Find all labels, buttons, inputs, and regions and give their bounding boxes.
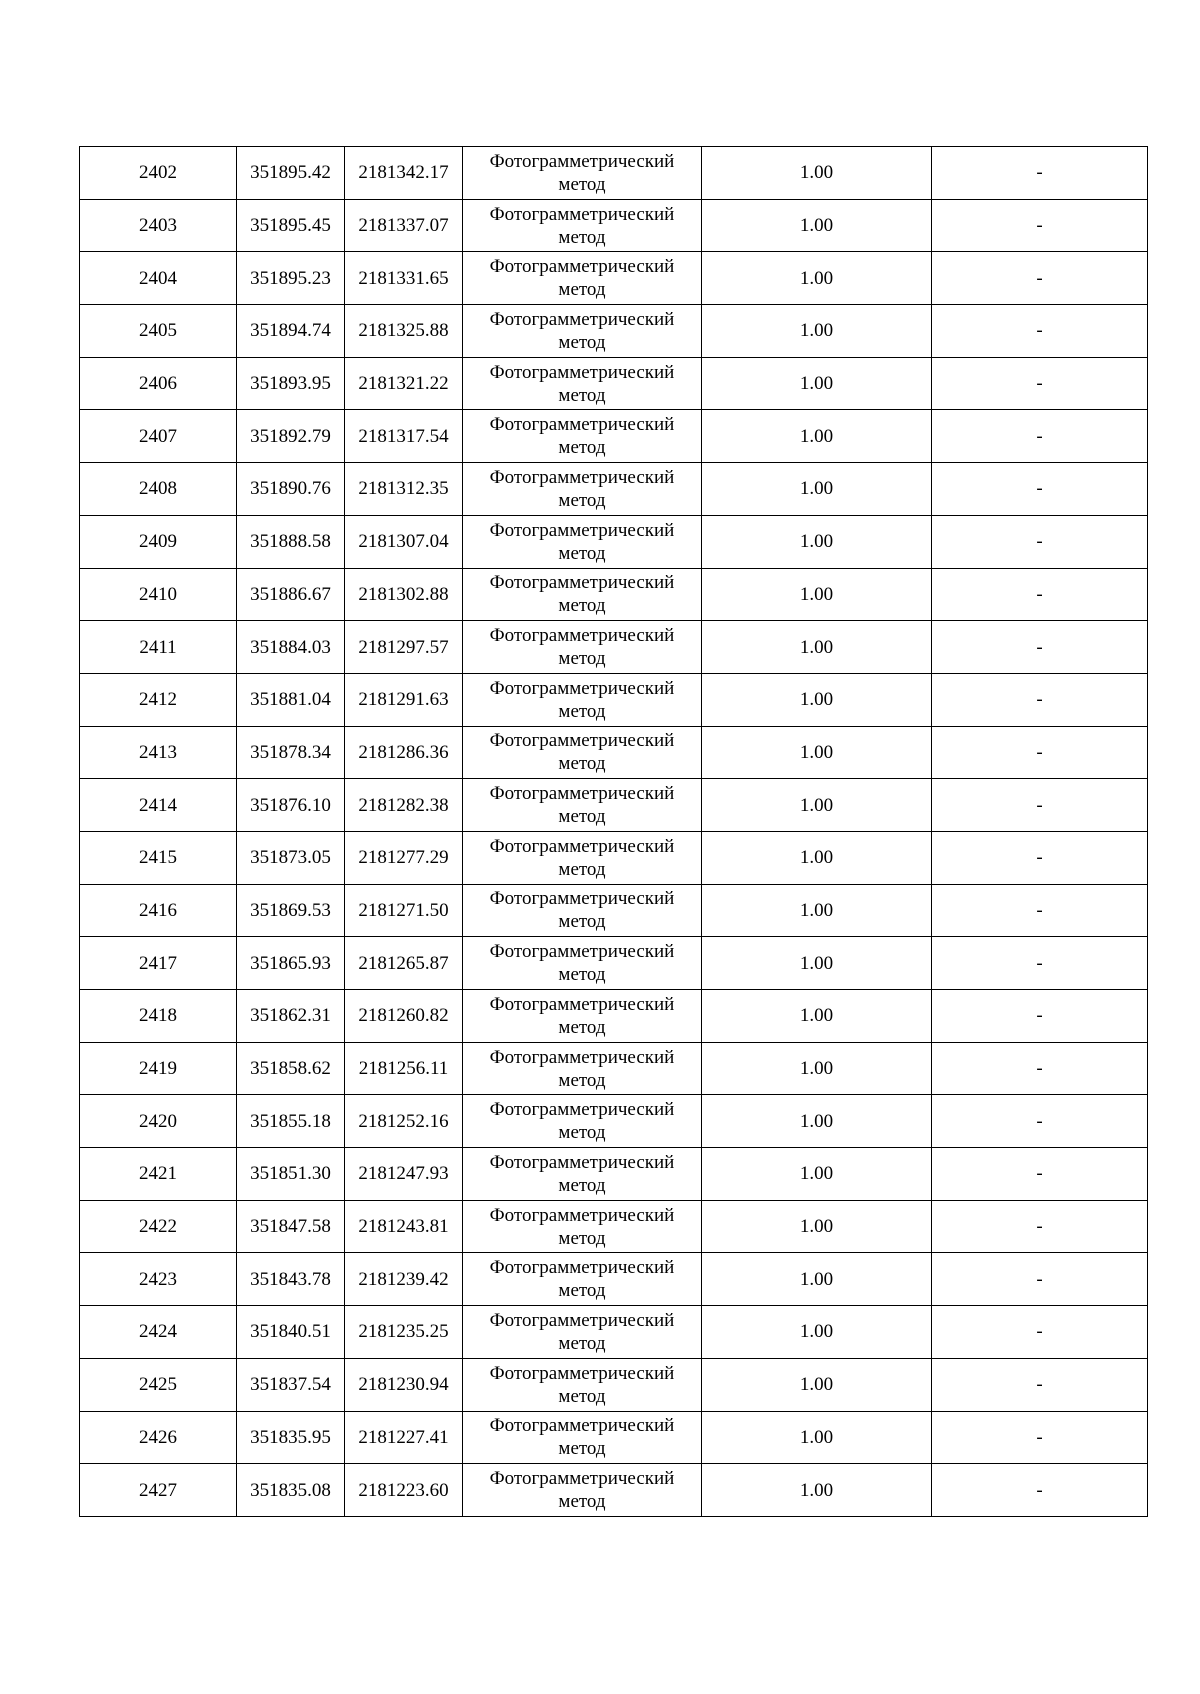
point-number-cell: 2423 <box>80 1253 237 1306</box>
accuracy-cell: 1.00 <box>702 990 932 1043</box>
accuracy-cell: 1.00 <box>702 726 932 779</box>
y-coordinate-cell: 2181317.54 <box>345 410 463 463</box>
point-number-cell: 2409 <box>80 515 237 568</box>
note-cell: - <box>932 199 1148 252</box>
accuracy-cell: 1.00 <box>702 147 932 200</box>
method-line-1: Фотограмметрический <box>489 783 675 805</box>
x-coordinate-cell: 351876.10 <box>237 779 345 832</box>
note-cell: - <box>932 937 1148 990</box>
point-number-cell: 2412 <box>80 673 237 726</box>
x-coordinate-cell: 351837.54 <box>237 1358 345 1411</box>
method-line-1: Фотограмметрический <box>489 1204 675 1226</box>
accuracy-cell: 1.00 <box>702 1358 932 1411</box>
method-line-2: метод <box>558 1122 606 1144</box>
table-row <box>80 673 1148 726</box>
note-cell: - <box>932 1306 1148 1359</box>
accuracy-cell: 1.00 <box>702 1095 932 1148</box>
y-coordinate-cell: 2181297.57 <box>345 621 463 674</box>
method-line-1: Фотограмметрический <box>489 1099 675 1121</box>
accuracy-cell: 1.00 <box>702 621 932 674</box>
point-number-cell: 2406 <box>80 357 237 410</box>
method-line-1: Фотограмметрический <box>489 888 675 910</box>
x-coordinate-cell: 351847.58 <box>237 1200 345 1253</box>
table-row <box>80 252 1148 305</box>
accuracy-cell: 1.00 <box>702 515 932 568</box>
table-row <box>80 726 1148 779</box>
method-line-2: метод <box>558 964 606 986</box>
method-line-2: метод <box>558 384 606 406</box>
x-coordinate-cell: 351862.31 <box>237 990 345 1043</box>
table-row <box>80 779 1148 832</box>
y-coordinate-cell: 2181325.88 <box>345 305 463 358</box>
method-line-1: Фотограмметрический <box>489 1257 675 1279</box>
x-coordinate-cell: 351894.74 <box>237 305 345 358</box>
method-cell <box>463 515 702 568</box>
method-line-1: Фотограмметрический <box>489 150 675 172</box>
x-coordinate-cell: 351869.53 <box>237 884 345 937</box>
point-number-cell: 2402 <box>80 147 237 200</box>
accuracy-cell: 1.00 <box>702 937 932 990</box>
point-number-cell: 2415 <box>80 831 237 884</box>
method-cell <box>463 779 702 832</box>
accuracy-cell: 1.00 <box>702 410 932 463</box>
method-line-2: метод <box>558 648 606 670</box>
note-cell: - <box>932 621 1148 674</box>
point-number-cell: 2408 <box>80 463 237 516</box>
method-cell <box>463 1253 702 1306</box>
method-cell <box>463 1200 702 1253</box>
point-number-cell: 2424 <box>80 1306 237 1359</box>
y-coordinate-cell: 2181247.93 <box>345 1148 463 1201</box>
accuracy-cell: 1.00 <box>702 673 932 726</box>
x-coordinate-cell: 351865.93 <box>237 937 345 990</box>
note-cell: - <box>932 147 1148 200</box>
accuracy-cell: 1.00 <box>702 463 932 516</box>
point-number-cell: 2413 <box>80 726 237 779</box>
method-line-2: метод <box>558 753 606 775</box>
y-coordinate-cell: 2181239.42 <box>345 1253 463 1306</box>
method-cell <box>463 410 702 463</box>
point-number-cell: 2407 <box>80 410 237 463</box>
note-cell: - <box>932 1148 1148 1201</box>
method-line-2: метод <box>558 595 606 617</box>
method-line-2: метод <box>558 1227 606 1249</box>
table-row <box>80 1411 1148 1464</box>
method-line-2: метод <box>558 1438 606 1460</box>
method-line-2: метод <box>558 911 606 933</box>
point-number-cell: 2404 <box>80 252 237 305</box>
accuracy-cell: 1.00 <box>702 1306 932 1359</box>
method-line-2: метод <box>558 173 606 195</box>
method-line-2: метод <box>558 1385 606 1407</box>
method-line-2: метод <box>558 700 606 722</box>
accuracy-cell: 1.00 <box>702 199 932 252</box>
coordinates-table-body <box>80 147 1148 1517</box>
y-coordinate-cell: 2181243.81 <box>345 1200 463 1253</box>
method-cell <box>463 147 702 200</box>
note-cell: - <box>932 990 1148 1043</box>
method-line-1: Фотограмметрический <box>489 466 675 488</box>
method-line-2: метод <box>558 331 606 353</box>
method-cell <box>463 252 702 305</box>
note-cell: - <box>932 726 1148 779</box>
note-cell: - <box>932 1042 1148 1095</box>
y-coordinate-cell: 2181291.63 <box>345 673 463 726</box>
y-coordinate-cell: 2181282.38 <box>345 779 463 832</box>
table-row <box>80 884 1148 937</box>
note-cell: - <box>932 1253 1148 1306</box>
accuracy-cell: 1.00 <box>702 779 932 832</box>
table-row <box>80 831 1148 884</box>
x-coordinate-cell: 351895.45 <box>237 199 345 252</box>
method-line-2: метод <box>558 226 606 248</box>
table-row <box>80 515 1148 568</box>
method-line-1: Фотограмметрический <box>489 1362 675 1384</box>
method-line-1: Фотограмметрический <box>489 677 675 699</box>
note-cell: - <box>932 1358 1148 1411</box>
accuracy-cell: 1.00 <box>702 357 932 410</box>
note-cell: - <box>932 305 1148 358</box>
method-cell <box>463 726 702 779</box>
method-cell <box>463 1042 702 1095</box>
method-line-2: метод <box>558 806 606 828</box>
method-line-1: Фотограмметрический <box>489 1046 675 1068</box>
method-line-1: Фотограмметрический <box>489 256 675 278</box>
coordinates-table <box>79 146 1148 1517</box>
y-coordinate-cell: 2181256.11 <box>345 1042 463 1095</box>
method-line-1: Фотограмметрический <box>489 572 675 594</box>
table-row <box>80 357 1148 410</box>
x-coordinate-cell: 351855.18 <box>237 1095 345 1148</box>
y-coordinate-cell: 2181312.35 <box>345 463 463 516</box>
point-number-cell: 2426 <box>80 1411 237 1464</box>
y-coordinate-cell: 2181307.04 <box>345 515 463 568</box>
method-line-1: Фотограмметрический <box>489 1151 675 1173</box>
point-number-cell: 2403 <box>80 199 237 252</box>
method-line-1: Фотограмметрический <box>489 625 675 647</box>
x-coordinate-cell: 351881.04 <box>237 673 345 726</box>
method-line-1: Фотограмметрический <box>489 519 675 541</box>
table-row <box>80 147 1148 200</box>
method-line-2: метод <box>558 279 606 301</box>
y-coordinate-cell: 2181286.36 <box>345 726 463 779</box>
method-cell <box>463 673 702 726</box>
y-coordinate-cell: 2181342.17 <box>345 147 463 200</box>
method-cell <box>463 831 702 884</box>
accuracy-cell: 1.00 <box>702 884 932 937</box>
method-cell <box>463 568 702 621</box>
y-coordinate-cell: 2181252.16 <box>345 1095 463 1148</box>
table-row <box>80 621 1148 674</box>
y-coordinate-cell: 2181227.41 <box>345 1411 463 1464</box>
point-number-cell: 2420 <box>80 1095 237 1148</box>
y-coordinate-cell: 2181271.50 <box>345 884 463 937</box>
y-coordinate-cell: 2181235.25 <box>345 1306 463 1359</box>
method-cell <box>463 1306 702 1359</box>
accuracy-cell: 1.00 <box>702 568 932 621</box>
accuracy-cell: 1.00 <box>702 1253 932 1306</box>
accuracy-cell: 1.00 <box>702 1464 932 1517</box>
y-coordinate-cell: 2181223.60 <box>345 1464 463 1517</box>
method-cell <box>463 1148 702 1201</box>
note-cell: - <box>932 252 1148 305</box>
accuracy-cell: 1.00 <box>702 305 932 358</box>
point-number-cell: 2421 <box>80 1148 237 1201</box>
method-cell <box>463 305 702 358</box>
point-number-cell: 2419 <box>80 1042 237 1095</box>
method-line-1: Фотограмметрический <box>489 835 675 857</box>
method-cell <box>463 621 702 674</box>
table-row <box>80 199 1148 252</box>
y-coordinate-cell: 2181321.22 <box>345 357 463 410</box>
point-number-cell: 2417 <box>80 937 237 990</box>
note-cell: - <box>932 357 1148 410</box>
accuracy-cell: 1.00 <box>702 1200 932 1253</box>
method-line-2: метод <box>558 1491 606 1513</box>
x-coordinate-cell: 351895.23 <box>237 252 345 305</box>
x-coordinate-cell: 351895.42 <box>237 147 345 200</box>
note-cell: - <box>932 1200 1148 1253</box>
x-coordinate-cell: 351884.03 <box>237 621 345 674</box>
x-coordinate-cell: 351843.78 <box>237 1253 345 1306</box>
table-row <box>80 990 1148 1043</box>
note-cell: - <box>932 779 1148 832</box>
note-cell: - <box>932 1464 1148 1517</box>
y-coordinate-cell: 2181302.88 <box>345 568 463 621</box>
point-number-cell: 2411 <box>80 621 237 674</box>
method-line-2: метод <box>558 1280 606 1302</box>
method-line-1: Фотограмметрический <box>489 1309 675 1331</box>
x-coordinate-cell: 351886.67 <box>237 568 345 621</box>
method-line-1: Фотограмметрический <box>489 203 675 225</box>
note-cell: - <box>932 1411 1148 1464</box>
note-cell: - <box>932 515 1148 568</box>
table-row <box>80 568 1148 621</box>
accuracy-cell: 1.00 <box>702 1148 932 1201</box>
method-line-1: Фотограмметрический <box>489 1468 675 1490</box>
table-row <box>80 1200 1148 1253</box>
method-line-2: метод <box>558 437 606 459</box>
table-row <box>80 937 1148 990</box>
method-line-1: Фотограмметрический <box>489 414 675 436</box>
table-row <box>80 463 1148 516</box>
note-cell: - <box>932 831 1148 884</box>
method-line-1: Фотограмметрический <box>489 308 675 330</box>
method-cell <box>463 463 702 516</box>
method-line-2: метод <box>558 489 606 511</box>
y-coordinate-cell: 2181337.07 <box>345 199 463 252</box>
y-coordinate-cell: 2181331.65 <box>345 252 463 305</box>
point-number-cell: 2410 <box>80 568 237 621</box>
y-coordinate-cell: 2181277.29 <box>345 831 463 884</box>
note-cell: - <box>932 410 1148 463</box>
table-row <box>80 1306 1148 1359</box>
method-line-1: Фотограмметрический <box>489 361 675 383</box>
method-line-2: метод <box>558 1332 606 1354</box>
method-cell <box>463 990 702 1043</box>
note-cell: - <box>932 673 1148 726</box>
method-line-1: Фотограмметрический <box>489 941 675 963</box>
point-number-cell: 2422 <box>80 1200 237 1253</box>
method-line-1: Фотограмметрический <box>489 1415 675 1437</box>
point-number-cell: 2414 <box>80 779 237 832</box>
x-coordinate-cell: 351873.05 <box>237 831 345 884</box>
note-cell: - <box>932 884 1148 937</box>
method-line-2: метод <box>558 542 606 564</box>
table-row <box>80 1253 1148 1306</box>
table-row <box>80 1042 1148 1095</box>
y-coordinate-cell: 2181260.82 <box>345 990 463 1043</box>
method-line-2: метод <box>558 858 606 880</box>
table-row <box>80 1148 1148 1201</box>
method-line-2: метод <box>558 1174 606 1196</box>
x-coordinate-cell: 351888.58 <box>237 515 345 568</box>
table-row <box>80 305 1148 358</box>
note-cell: - <box>932 568 1148 621</box>
x-coordinate-cell: 351835.95 <box>237 1411 345 1464</box>
point-number-cell: 2425 <box>80 1358 237 1411</box>
accuracy-cell: 1.00 <box>702 831 932 884</box>
accuracy-cell: 1.00 <box>702 1411 932 1464</box>
method-cell <box>463 1411 702 1464</box>
note-cell: - <box>932 463 1148 516</box>
table-row <box>80 1095 1148 1148</box>
point-number-cell: 2427 <box>80 1464 237 1517</box>
method-cell <box>463 937 702 990</box>
point-number-cell: 2418 <box>80 990 237 1043</box>
point-number-cell: 2405 <box>80 305 237 358</box>
method-line-2: метод <box>558 1016 606 1038</box>
method-cell <box>463 1464 702 1517</box>
x-coordinate-cell: 351840.51 <box>237 1306 345 1359</box>
method-line-1: Фотограмметрический <box>489 730 675 752</box>
method-cell <box>463 884 702 937</box>
accuracy-cell: 1.00 <box>702 1042 932 1095</box>
x-coordinate-cell: 351892.79 <box>237 410 345 463</box>
method-line-2: метод <box>558 1069 606 1091</box>
method-cell <box>463 1095 702 1148</box>
point-number-cell: 2416 <box>80 884 237 937</box>
x-coordinate-cell: 351890.76 <box>237 463 345 516</box>
x-coordinate-cell: 351835.08 <box>237 1464 345 1517</box>
table-row <box>80 1358 1148 1411</box>
method-cell <box>463 199 702 252</box>
x-coordinate-cell: 351878.34 <box>237 726 345 779</box>
x-coordinate-cell: 351858.62 <box>237 1042 345 1095</box>
method-line-1: Фотограмметрический <box>489 993 675 1015</box>
method-cell <box>463 357 702 410</box>
accuracy-cell: 1.00 <box>702 252 932 305</box>
table-row <box>80 410 1148 463</box>
note-cell: - <box>932 1095 1148 1148</box>
method-cell <box>463 1358 702 1411</box>
table-row <box>80 1464 1148 1517</box>
y-coordinate-cell: 2181230.94 <box>345 1358 463 1411</box>
y-coordinate-cell: 2181265.87 <box>345 937 463 990</box>
x-coordinate-cell: 351893.95 <box>237 357 345 410</box>
x-coordinate-cell: 351851.30 <box>237 1148 345 1201</box>
